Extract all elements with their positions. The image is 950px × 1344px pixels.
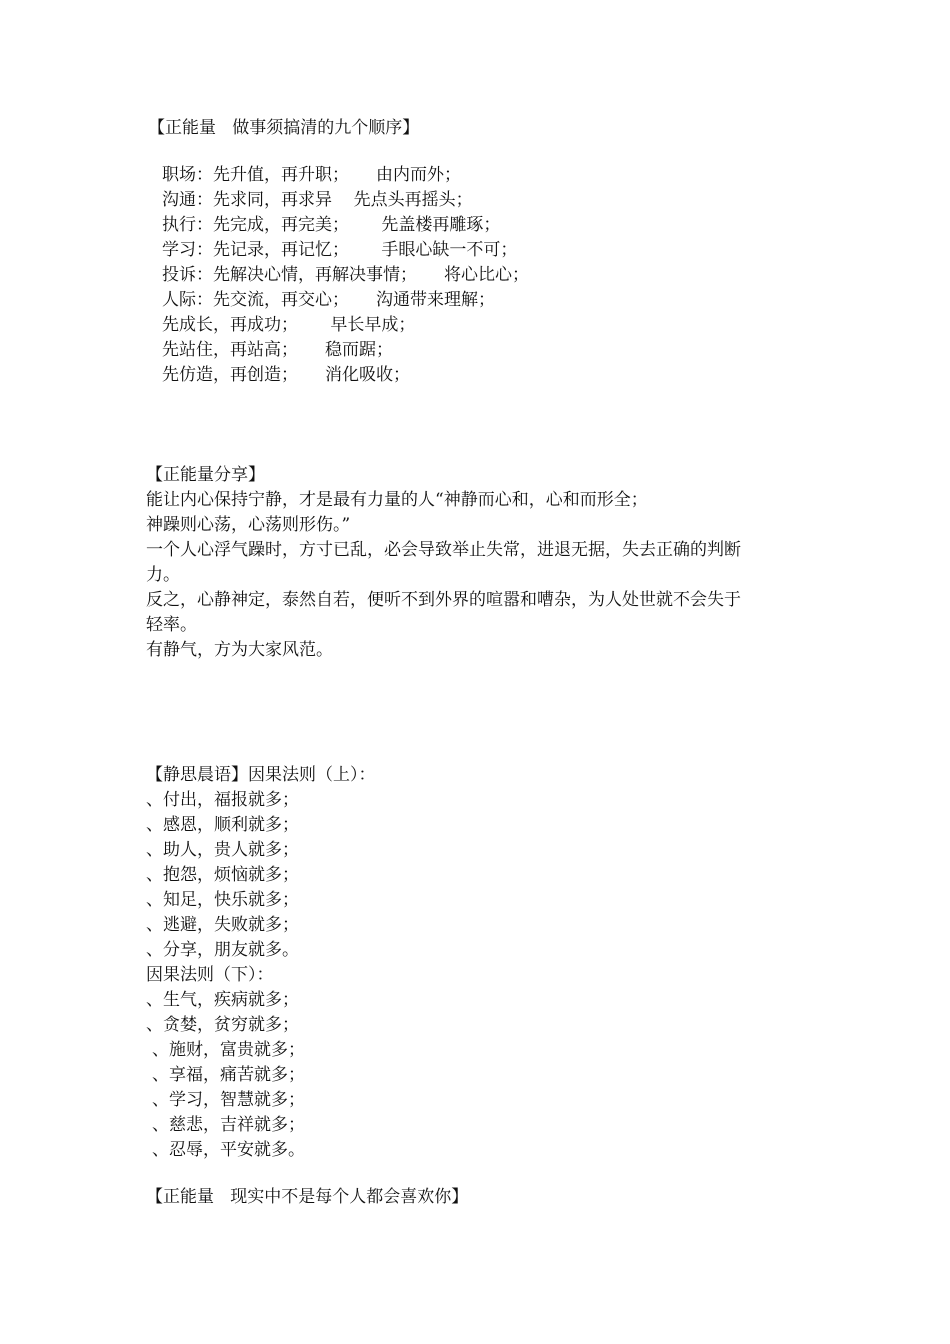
- lower-law-item: 、享福，痛苦就多；: [152, 1065, 305, 1085]
- lower-law-item: 、学习，智慧就多；: [152, 1090, 305, 1110]
- section-1-item: 人际：先交流，再交心； 沟通带来理解；: [162, 290, 496, 310]
- lower-law-item: 、生气，疾病就多；: [146, 990, 299, 1010]
- lower-law-item: 、施财，富贵就多；: [152, 1040, 305, 1060]
- section-1-item: 先成长，再成功； 早长早成；: [162, 315, 416, 335]
- section-2-line: 力。: [146, 565, 180, 585]
- upper-law-item: 、分享，朋友就多。: [146, 940, 299, 960]
- section-2-line: 有静气，方为大家风范。: [146, 640, 333, 660]
- upper-law-item: 、知足，快乐就多；: [146, 890, 299, 910]
- section-2-title: 【正能量分享】: [146, 465, 265, 485]
- section-4-title: 【正能量 现实中不是每个人都会喜欢你】: [146, 1187, 469, 1207]
- section-1-item: 执行：先完成，再完美； 先盖楼再雕琢；: [162, 215, 501, 235]
- upper-law-item: 、抱怨，烦恼就多；: [146, 865, 299, 885]
- section-1-item: 职场：先升值，再升职； 由内而外；: [162, 165, 462, 185]
- section-1-item: 先仿造，再创造； 消化吸收；: [162, 365, 411, 385]
- upper-law-item: 、付出，福报就多；: [146, 790, 299, 810]
- section-1-title: 【正能量 做事须搞清的九个顺序】: [148, 118, 420, 138]
- section-2-line: 能让内心保持宁静，才是最有力量的人“神静而心和，心和而形全；: [146, 490, 648, 510]
- section-3-title: 【静思晨语】因果法则（上）：: [146, 765, 376, 785]
- upper-law-item: 、感恩，顺利就多；: [146, 815, 299, 835]
- section-2-line: 一个人心浮气躁时，方寸已乱，必会导致举止失常，进退无据，失去正确的判断: [146, 540, 741, 560]
- section-1-item: 投诉：先解决心情，再解决事情； 将心比心；: [162, 265, 530, 285]
- lower-law-item: 、贪婪，贫穷就多；: [146, 1015, 299, 1035]
- section-2-line: 反之，心静神定，泰然自若，便听不到外界的喧嚣和嘈杂，为人处世就不会失于: [146, 590, 741, 610]
- upper-law-item: 、助人，贵人就多；: [146, 840, 299, 860]
- section-2-line: 轻率。: [146, 615, 197, 635]
- section-2-line: 神躁则心荡，心荡则形伤。”: [146, 515, 351, 535]
- section-1-item: 学习：先记录，再记忆； 手眼心缺一不可；: [162, 240, 518, 260]
- upper-law-item: 、逃避，失败就多；: [146, 915, 299, 935]
- lower-law-item: 、忍辱，平安就多。: [152, 1140, 305, 1160]
- section-1-item: 先站住，再站高； 稳而踞；: [162, 340, 394, 360]
- section-3-subtitle: 因果法则（下）：: [146, 965, 274, 985]
- lower-law-item: 、慈悲，吉祥就多；: [152, 1115, 305, 1135]
- section-1-item: 沟通：先求同，再求异 先点头再摇头；: [162, 190, 473, 210]
